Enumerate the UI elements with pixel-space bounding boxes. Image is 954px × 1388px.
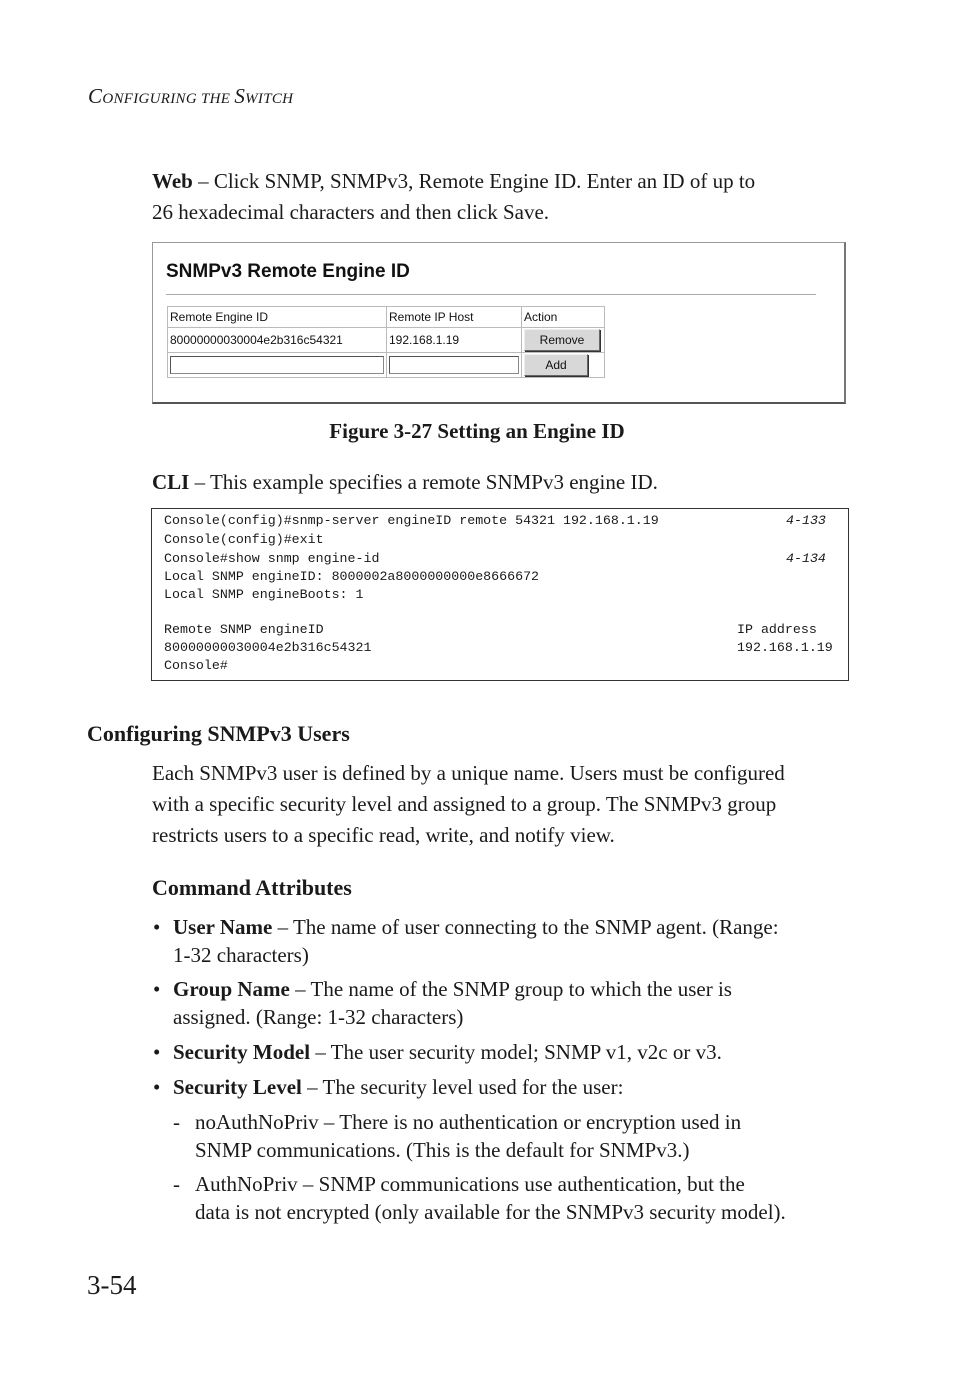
subsection-heading: Command Attributes [152,875,352,900]
dash-marker: - [173,1110,180,1134]
code-reference: 4-133 [786,513,826,528]
add-button[interactable]: Add [524,354,588,376]
code-reference: 4-134 [786,551,826,566]
sub-list-item: - AuthNoPriv – SNMP communications use authentication, but the data is not encrypted (only available for the SNMPv3 security model). [173,1172,786,1224]
running-head: CONFIGURING THE SWITCH [88,84,294,108]
section-paragraph: Each SNMPv3 user is defined by a unique name. Users must be configured with a specific security level and assigned to a group. The SNMPv3 group restricts users to a specific read, write, and notify view. [152,761,785,847]
bullet-marker: • [153,977,161,1001]
remote-engine-table [167,306,605,378]
bullet-marker: • [153,915,161,939]
engine-id-input[interactable] [170,356,384,374]
code-ip-value: 192.168.1.19 [737,640,833,655]
section-heading: Configuring SNMPv3 Users [87,721,350,746]
list-item: • Group Name – The name of the SNMP group to which the user is assigned. (Range: 1-32 characters) [153,977,732,1029]
code-line: Console#show snmp engine-id [164,551,380,566]
code-line: Console(config)#exit [164,532,324,547]
code-line: Console(config)#snmp-server engineID remote 54321 192.168.1.19 [164,513,659,528]
cli-code-block [151,508,849,681]
new-entry-row [168,353,605,378]
list-item: • Security Model – The user security model; SNMP v1, v2c or v3. [153,1040,722,1064]
code-line: Local SNMP engineBoots: 1 [164,587,364,602]
snmpv3-remote-engine-panel [152,242,846,404]
cli-label: CLI [152,470,190,494]
code-line: Console# [164,658,228,673]
dash-marker: - [173,1172,180,1196]
sub-list-item: - noAuthNoPriv – There is no authentication or encryption used in SNMP communications. (This is the default for SNMPv3.) [173,1110,742,1162]
panel-title: SNMPv3 Remote Engine ID [166,261,410,282]
engine-id-cell: 80000000030004e2b316c54321 [168,328,387,353]
table-row [168,328,605,353]
ip-host-input[interactable] [389,356,519,374]
code-line: Remote SNMP engineID [164,622,324,637]
bullet-marker: • [153,1040,161,1064]
figure-caption: Figure 3-27 Setting an Engine ID [329,419,625,443]
list-item: • Security Level – The security level used for the user: [153,1075,624,1099]
page-number: 3-54 [87,1270,137,1300]
code-column-header: IP address [737,622,817,637]
column-header-ip-host: Remote IP Host [387,307,522,328]
panel-divider [166,294,816,296]
column-header-engine-id: Remote Engine ID [168,307,387,328]
remove-button[interactable]: Remove [524,329,600,351]
column-header-action: Action [522,307,605,328]
web-instructions: Web – Click SNMP, SNMPv3, Remote Engine ID. Enter an ID of up to 26 hexadecimal characters and then click Save. [152,169,756,224]
code-line: 80000000030004e2b316c54321 [164,640,372,655]
code-line: Local SNMP engineID: 8000002a8000000000e8666672 [164,569,540,584]
web-label: Web [152,169,193,193]
ip-host-cell: 192.168.1.19 [387,328,522,353]
cli-intro: CLI – This example specifies a remote SNMPv3 engine ID. [152,470,658,494]
list-item: • User Name – The name of user connecting to the SNMP agent. (Range: 1-32 characters) [153,915,779,967]
bullet-marker: • [153,1075,161,1099]
